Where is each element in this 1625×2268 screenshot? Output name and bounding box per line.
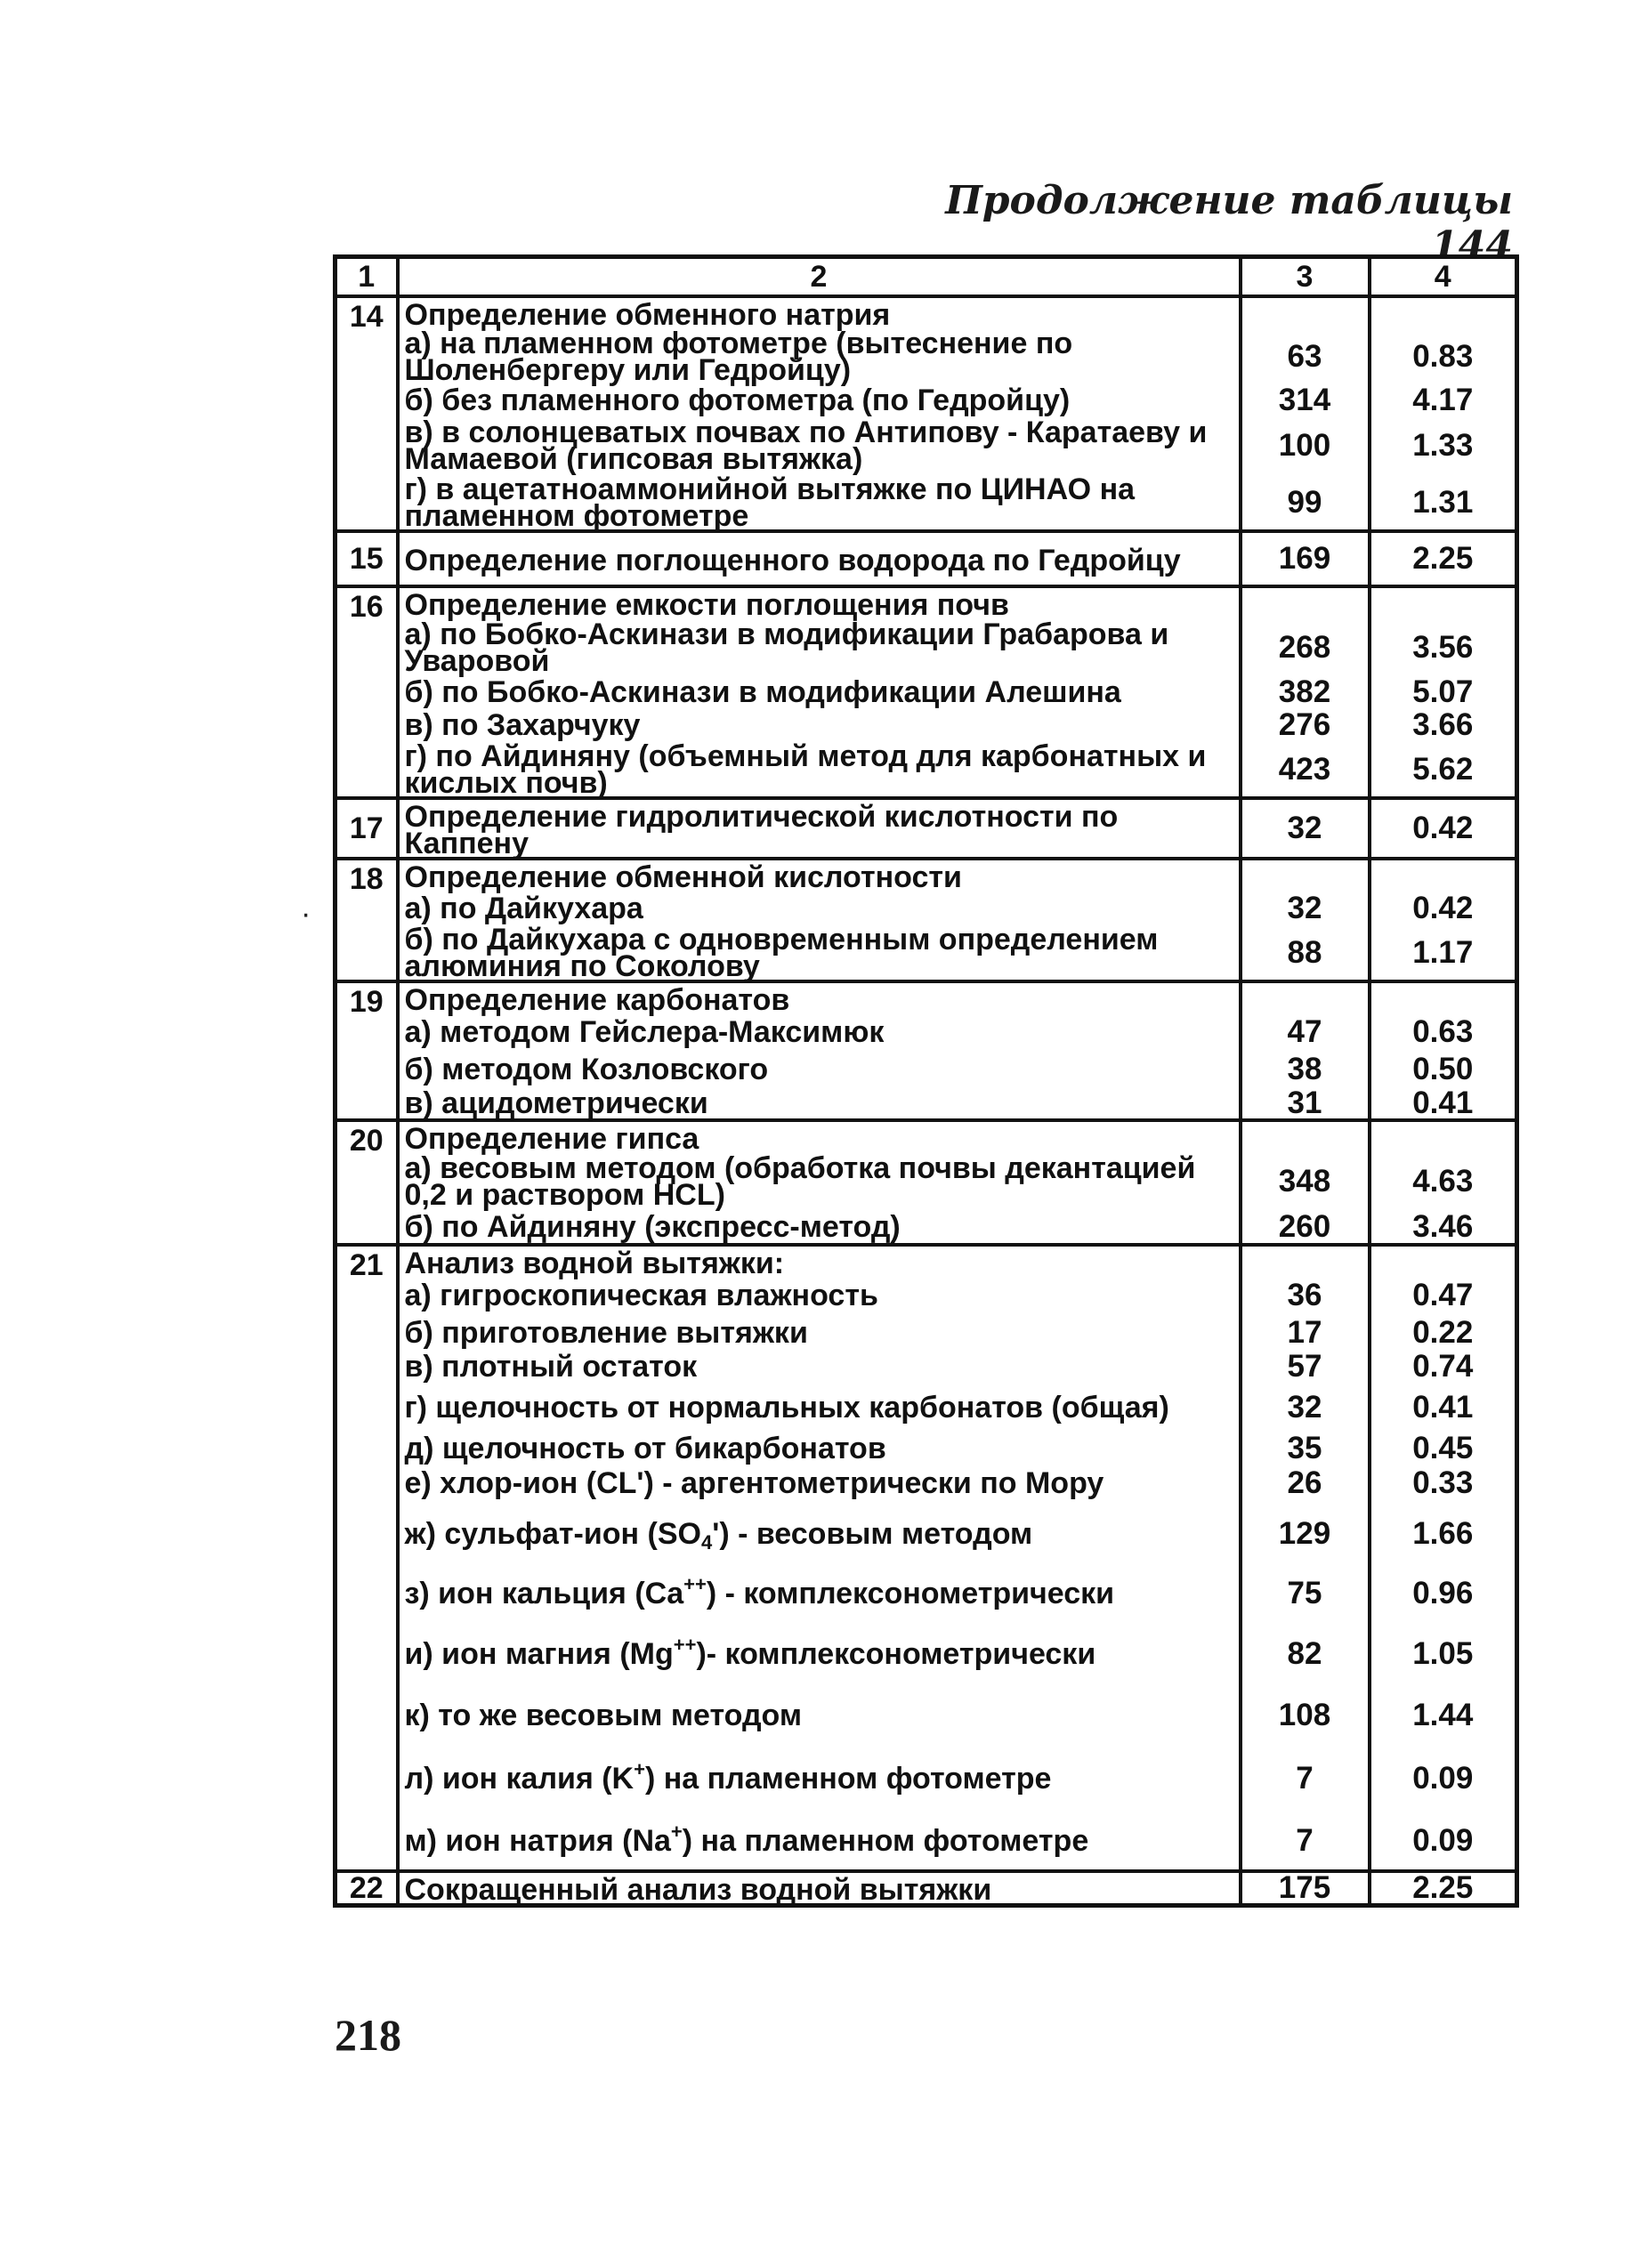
- cell-col3: 268: [1241, 618, 1370, 677]
- cell-col4: [1370, 586, 1517, 618]
- cell-col3: 314: [1241, 385, 1370, 416]
- item-description: б) по Дайкухара с одновременным определением алюминия по Соколову: [398, 926, 1241, 981]
- item-description: б) методом Козловского: [398, 1051, 1241, 1088]
- cell-col3: 129: [1241, 1503, 1370, 1565]
- cell-col4: 1.66: [1370, 1503, 1517, 1565]
- item-description: а) методом Гейслера-Максимюк: [398, 1013, 1241, 1051]
- item-text-pre: м) ион натрия (Na: [404, 1824, 671, 1858]
- table-row: [336, 476, 1517, 531]
- item-description: в) в солонцеватых почвах по Антипову - Каратаеву и Мамаевой (гипсовая вытяжка): [398, 416, 1241, 476]
- cell-col3: 38: [1241, 1051, 1370, 1088]
- cell-col3: 32: [1241, 1382, 1370, 1433]
- cell-col4: 1.44: [1370, 1686, 1517, 1745]
- item-description: а) по Бобко-Аскинази в модификации Грабарова и Уваровой: [398, 618, 1241, 677]
- cell-col3: 7: [1241, 1812, 1370, 1871]
- item-text-post: ) на пламенном фотометре: [644, 1762, 1052, 1796]
- item-text-pre: л) ион калия (K: [404, 1762, 635, 1796]
- cell-col4: 0.47: [1370, 1277, 1517, 1314]
- cell-col3: 169: [1241, 531, 1370, 586]
- cell-col4: [1370, 981, 1517, 1013]
- table-row: [336, 1152, 1517, 1211]
- cell-col4: [1370, 296, 1517, 328]
- cell-col4: 4.63: [1370, 1152, 1517, 1211]
- item-description: [398, 1812, 1241, 1871]
- superscript: +: [670, 1820, 683, 1843]
- cell-col4: 0.41: [1370, 1088, 1517, 1120]
- cell-col3: 260: [1241, 1211, 1370, 1245]
- group-title: Определение поглощенного водорода по Гедройцу: [398, 531, 1241, 586]
- item-description: б) без пламенного фотометра (по Гедройцу): [398, 385, 1241, 416]
- table-row: [336, 618, 1517, 677]
- row-number: 20: [336, 1120, 398, 1245]
- table-row: [336, 798, 1517, 859]
- table-row: [336, 1352, 1517, 1382]
- row-number: 15: [336, 531, 398, 586]
- row-number: 21: [336, 1245, 398, 1871]
- superscript: ++: [673, 1634, 697, 1656]
- column-header-4: 4: [1370, 257, 1517, 297]
- item-text-pre: з) ион кальция (Ca: [404, 1577, 684, 1610]
- table-body: [336, 296, 1517, 1906]
- item-description: а) на пламенном фотометре (вытеснение по Шоленбергеру или Гедройцу): [398, 328, 1241, 385]
- table-row: [336, 1277, 1517, 1314]
- item-description: а) гигроскопическая влажность: [398, 1277, 1241, 1314]
- table-row: [336, 1013, 1517, 1051]
- group-title: Определение обменного натрия: [398, 296, 1241, 328]
- cell-col4: 0.50: [1370, 1051, 1517, 1088]
- item-description: а) по Дайкухара: [398, 891, 1241, 926]
- cell-col3: 36: [1241, 1277, 1370, 1314]
- superscript: ++: [683, 1573, 707, 1595]
- table-row: [336, 328, 1517, 385]
- cell-col4: [1370, 1245, 1517, 1277]
- page-number: 218: [335, 2010, 401, 2060]
- cell-col4: 0.74: [1370, 1352, 1517, 1382]
- column-header-2: 2: [398, 257, 1241, 297]
- column-header-1: 1: [336, 257, 398, 297]
- row-number: 19: [336, 981, 398, 1120]
- table-row: [336, 1088, 1517, 1120]
- item-description: в) по Захарчуку: [398, 707, 1241, 743]
- table-row: [336, 707, 1517, 743]
- analysis-cost-table: [333, 254, 1519, 1908]
- cell-col3: 423: [1241, 743, 1370, 798]
- item-text-post: ) на пламенном фотометре: [682, 1824, 1089, 1858]
- item-description: а) весовым методом (обработка почвы декантацией 0,2 и раствором HCL): [398, 1152, 1241, 1211]
- table-row: [336, 1565, 1517, 1622]
- cell-col4: 1.33: [1370, 416, 1517, 476]
- cell-col3: 108: [1241, 1686, 1370, 1745]
- cell-col3: 75: [1241, 1565, 1370, 1622]
- cell-col3: 31: [1241, 1088, 1370, 1120]
- table-row: [336, 586, 1517, 618]
- table-row: [336, 385, 1517, 416]
- cell-col4: 5.07: [1370, 677, 1517, 707]
- cell-col3: [1241, 586, 1370, 618]
- cell-col3: [1241, 859, 1370, 891]
- table-row: [336, 531, 1517, 586]
- item-text-post: )- комплексонометрически: [696, 1637, 1096, 1671]
- cell-col4: 4.17: [1370, 385, 1517, 416]
- cell-col3: [1241, 1245, 1370, 1277]
- item-description: в) ацидометрически: [398, 1088, 1241, 1120]
- item-description: к) то же весовым методом: [398, 1686, 1241, 1745]
- cell-col4: 3.46: [1370, 1211, 1517, 1245]
- table-row: [336, 1871, 1517, 1906]
- cell-col3: 17: [1241, 1314, 1370, 1352]
- table-row: [336, 1745, 1517, 1812]
- table-row: [336, 743, 1517, 798]
- table-row: [336, 859, 1517, 891]
- cell-col4: 0.33: [1370, 1464, 1517, 1503]
- cell-col4: 0.22: [1370, 1314, 1517, 1352]
- table-row: [336, 296, 1517, 328]
- cell-col4: [1370, 859, 1517, 891]
- cell-col3: 63: [1241, 328, 1370, 385]
- item-description: б) по Бобко-Аскинази в модификации Алешина: [398, 677, 1241, 707]
- cell-col4: 3.66: [1370, 707, 1517, 743]
- group-title: Определение обменной кислотности: [398, 859, 1241, 891]
- row-number: 16: [336, 586, 398, 798]
- row-number: 17: [336, 798, 398, 859]
- group-title: Определение гипса: [398, 1120, 1241, 1152]
- cell-col4: 2.25: [1370, 1871, 1517, 1906]
- item-description: [398, 1622, 1241, 1686]
- table-row: [336, 926, 1517, 981]
- cell-col3: 32: [1241, 798, 1370, 859]
- cell-col3: 175: [1241, 1871, 1370, 1906]
- row-number: 14: [336, 296, 398, 531]
- table-row: [336, 1433, 1517, 1464]
- group-title: Определение гидролитической кислотности по Каппену: [398, 798, 1241, 859]
- item-description: г) в ацетатноаммонийной вытяжке по ЦИНАО на пламенном фотометре: [398, 476, 1241, 531]
- group-title: Сокращенный анализ водной вытяжки: [398, 1871, 1241, 1906]
- cell-col4: 0.63: [1370, 1013, 1517, 1051]
- cell-col4: 1.05: [1370, 1622, 1517, 1686]
- table-row: [336, 1382, 1517, 1433]
- item-description: [398, 1503, 1241, 1565]
- table-row: [336, 416, 1517, 476]
- cell-col3: 382: [1241, 677, 1370, 707]
- cell-col4: 0.42: [1370, 798, 1517, 859]
- item-text-post: ) - комплексонометрически: [706, 1577, 1115, 1610]
- cell-col4: [1370, 1120, 1517, 1152]
- cell-col4: 0.96: [1370, 1565, 1517, 1622]
- cell-col4: 0.09: [1370, 1812, 1517, 1871]
- cell-col3: [1241, 981, 1370, 1013]
- item-description: е) хлор-ион (CL') - аргентометрически по Мору: [398, 1464, 1241, 1503]
- cell-col4: 0.41: [1370, 1382, 1517, 1433]
- group-title: Определение емкости поглощения почв: [398, 586, 1241, 618]
- table-row: [336, 1211, 1517, 1245]
- cell-col3: [1241, 296, 1370, 328]
- cell-col3: 100: [1241, 416, 1370, 476]
- table-row: [336, 1686, 1517, 1745]
- cell-col3: 32: [1241, 891, 1370, 926]
- item-text-post: ') - весовым методом: [712, 1517, 1033, 1551]
- cell-col3: 348: [1241, 1152, 1370, 1211]
- item-description: б) приготовление вытяжки: [398, 1314, 1241, 1352]
- cell-col3: 47: [1241, 1013, 1370, 1051]
- row-number: 18: [336, 859, 398, 981]
- table-row: [336, 1622, 1517, 1686]
- cell-col4: 0.83: [1370, 328, 1517, 385]
- column-header-3: 3: [1241, 257, 1370, 297]
- group-title: Анализ водной вытяжки:: [398, 1245, 1241, 1277]
- table-row: [336, 1503, 1517, 1565]
- cell-col4: 3.56: [1370, 618, 1517, 677]
- cell-col3: 99: [1241, 476, 1370, 531]
- table-row: [336, 677, 1517, 707]
- cell-col3: [1241, 1120, 1370, 1152]
- item-description: в) плотный остаток: [398, 1352, 1241, 1382]
- table-row: [336, 1812, 1517, 1871]
- header-row: [336, 257, 1517, 297]
- item-description: г) щелочность от нормальных карбонатов (общая): [398, 1382, 1241, 1433]
- cell-col3: 35: [1241, 1433, 1370, 1464]
- cell-col4: 0.09: [1370, 1745, 1517, 1812]
- table-row: [336, 891, 1517, 926]
- item-text-pre: ж) сульфат-ион (SO: [404, 1517, 701, 1551]
- table-row: [336, 1120, 1517, 1152]
- cell-col3: 26: [1241, 1464, 1370, 1503]
- cell-col4: 1.31: [1370, 476, 1517, 531]
- table-row: [336, 1314, 1517, 1352]
- group-title: Определение карбонатов: [398, 981, 1241, 1013]
- table-row: [336, 1245, 1517, 1277]
- cell-col3: 82: [1241, 1622, 1370, 1686]
- row-number: 22: [336, 1871, 398, 1906]
- cell-col3: 88: [1241, 926, 1370, 981]
- cell-col4: 0.45: [1370, 1433, 1517, 1464]
- item-description: [398, 1565, 1241, 1622]
- table-row: [336, 1051, 1517, 1088]
- item-description: б) по Айдиняну (экспресс-метод): [398, 1211, 1241, 1245]
- cell-col3: 7: [1241, 1745, 1370, 1812]
- subscript: 4: [700, 1531, 713, 1554]
- item-description: [398, 1745, 1241, 1812]
- cell-col4: 0.42: [1370, 891, 1517, 926]
- table-row: [336, 1464, 1517, 1503]
- item-description: г) по Айдиняну (объемный метод для карбонатных и кислых почв): [398, 743, 1241, 798]
- superscript: +: [634, 1758, 645, 1780]
- page-heading: Продолжение таблицы 144: [945, 178, 1513, 269]
- cell-col4: 1.17: [1370, 926, 1517, 981]
- item-text-pre: и) ион магния (Mg: [404, 1637, 674, 1671]
- margin-mark: ·: [301, 897, 311, 931]
- item-description: д) щелочность от бикарбонатов: [398, 1433, 1241, 1464]
- cell-col4: 5.62: [1370, 743, 1517, 798]
- cell-col4: 2.25: [1370, 531, 1517, 586]
- table-row: [336, 981, 1517, 1013]
- cell-col3: 57: [1241, 1352, 1370, 1382]
- cell-col3: 276: [1241, 707, 1370, 743]
